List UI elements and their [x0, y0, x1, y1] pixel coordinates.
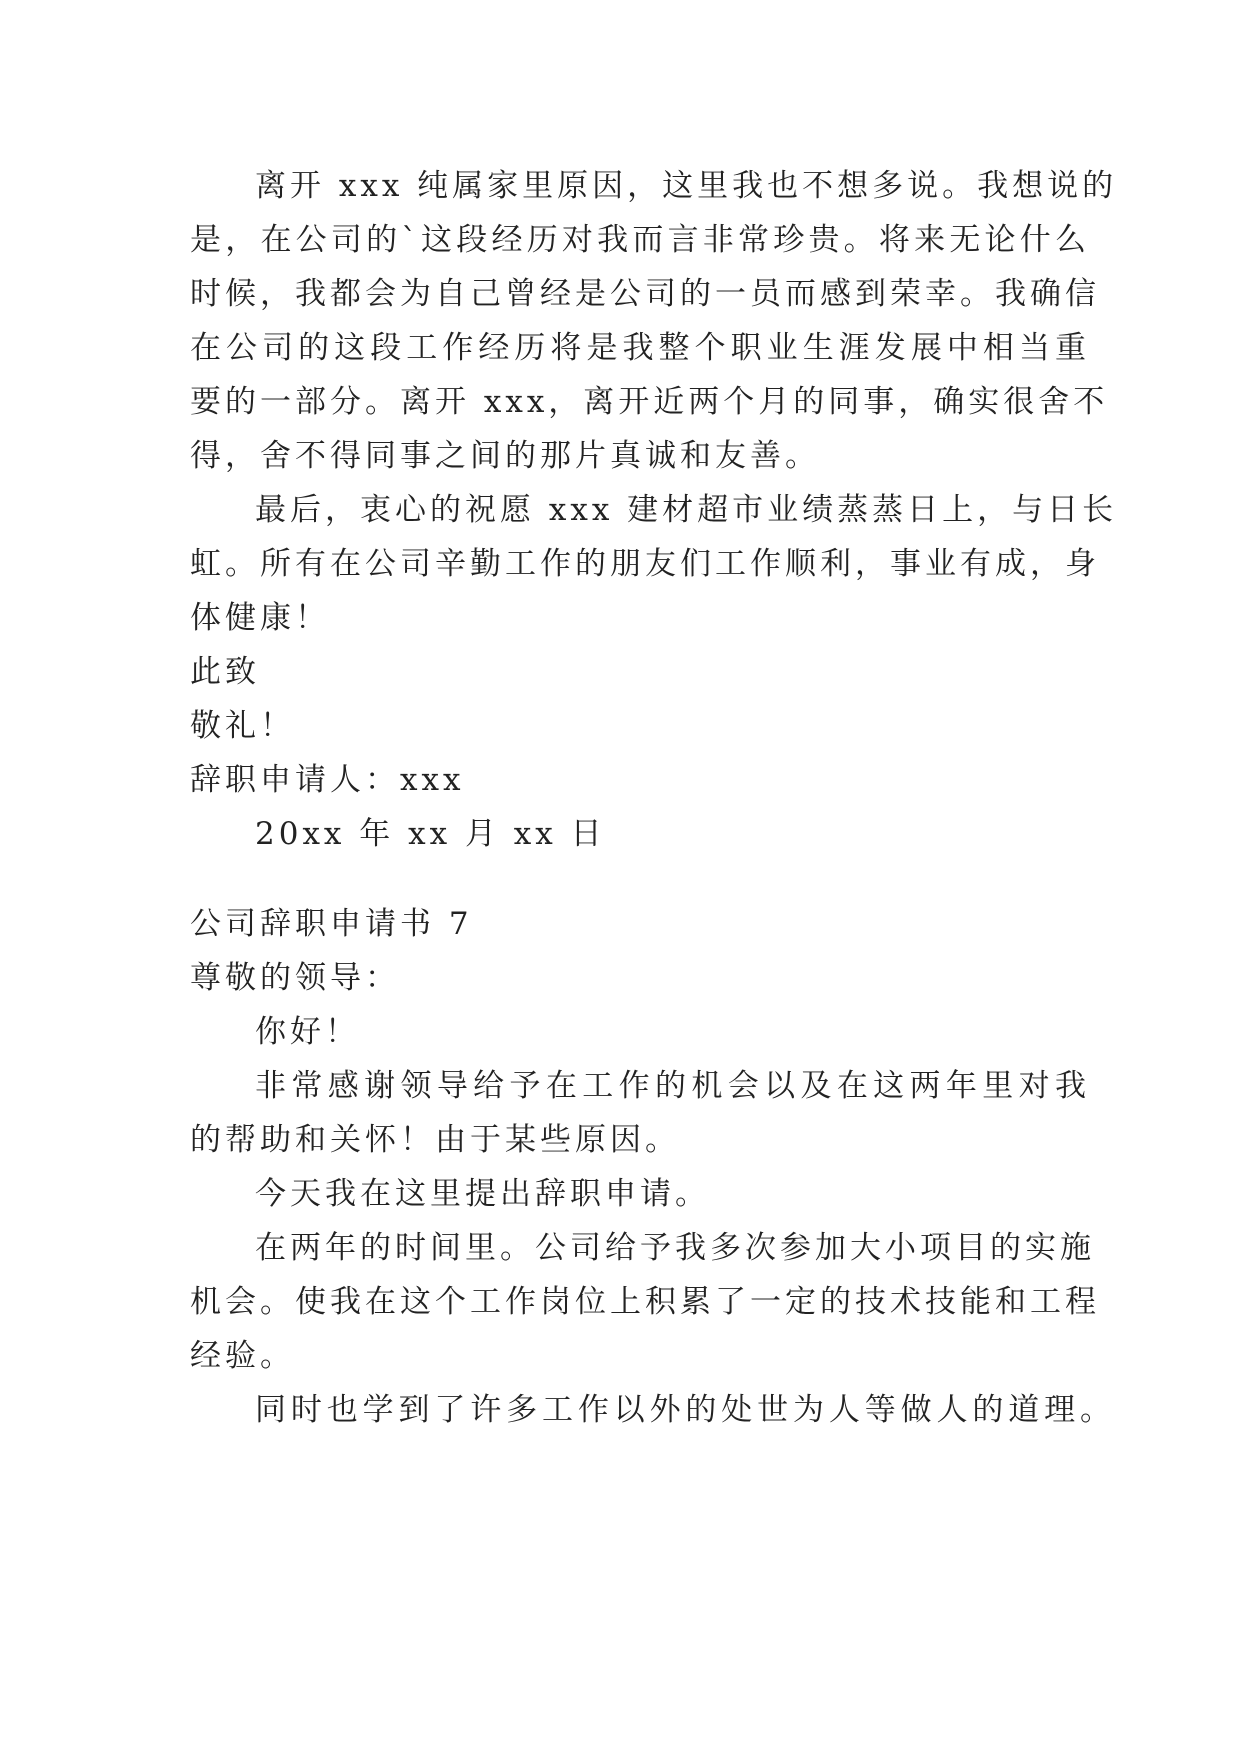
closing-line: 敬礼！: [190, 708, 295, 744]
paragraph-line: 的帮助和关怀！由于某些原因。: [190, 1122, 680, 1158]
salutation: 尊敬的领导：: [190, 960, 400, 996]
section-title: 公司辞职申请书 7: [190, 906, 473, 942]
paragraph-line: 得，舍不得同事之间的那片真诚和友善。: [190, 438, 820, 474]
applicant-line: 辞职申请人：xxx: [190, 762, 465, 798]
paragraph-line: 时候，我都会为自己曾经是公司的一员而感到荣幸。我确信: [190, 276, 1100, 312]
date-line: 20xx 年 xx 月 xx 日: [255, 816, 606, 852]
paragraph-line: 最后，衷心的祝愿 xxx 建材超市业绩蒸蒸日上，与日长: [255, 492, 1118, 528]
paragraph-line: 今天我在这里提出辞职申请。: [255, 1176, 710, 1212]
paragraph-line: 体健康！: [190, 600, 330, 636]
paragraph-line: 经验。: [190, 1338, 295, 1374]
paragraph-line: 机会。使我在这个工作岗位上积累了一定的技术技能和工程: [190, 1284, 1100, 1320]
paragraph-line: 同时也学到了许多工作以外的处世为人等做人的道理。: [255, 1392, 1115, 1428]
paragraph-line: 非常感谢领导给予在工作的机会以及在这两年里对我: [255, 1068, 1090, 1104]
greeting: 你好！: [255, 1014, 360, 1050]
closing-line: 此致: [190, 654, 260, 690]
paragraph-line: 虹。所有在公司辛勤工作的朋友们工作顺利，事业有成，身: [190, 546, 1100, 582]
paragraph-line: 在公司的这段工作经历将是我整个职业生涯发展中相当重: [190, 330, 1090, 366]
paragraph-line: 在两年的时间里。公司给予我多次参加大小项目的实施: [255, 1230, 1095, 1266]
paragraph-line: 离开 xxx 纯属家里原因，这里我也不想多说。我想说的: [255, 168, 1118, 204]
paragraph-line: 是，在公司的`这段经历对我而言非常珍贵。将来无论什么: [190, 222, 1090, 258]
paragraph-line: 要的一部分。离开 xxx，离开近两个月的同事，确实很舍不: [190, 384, 1109, 420]
